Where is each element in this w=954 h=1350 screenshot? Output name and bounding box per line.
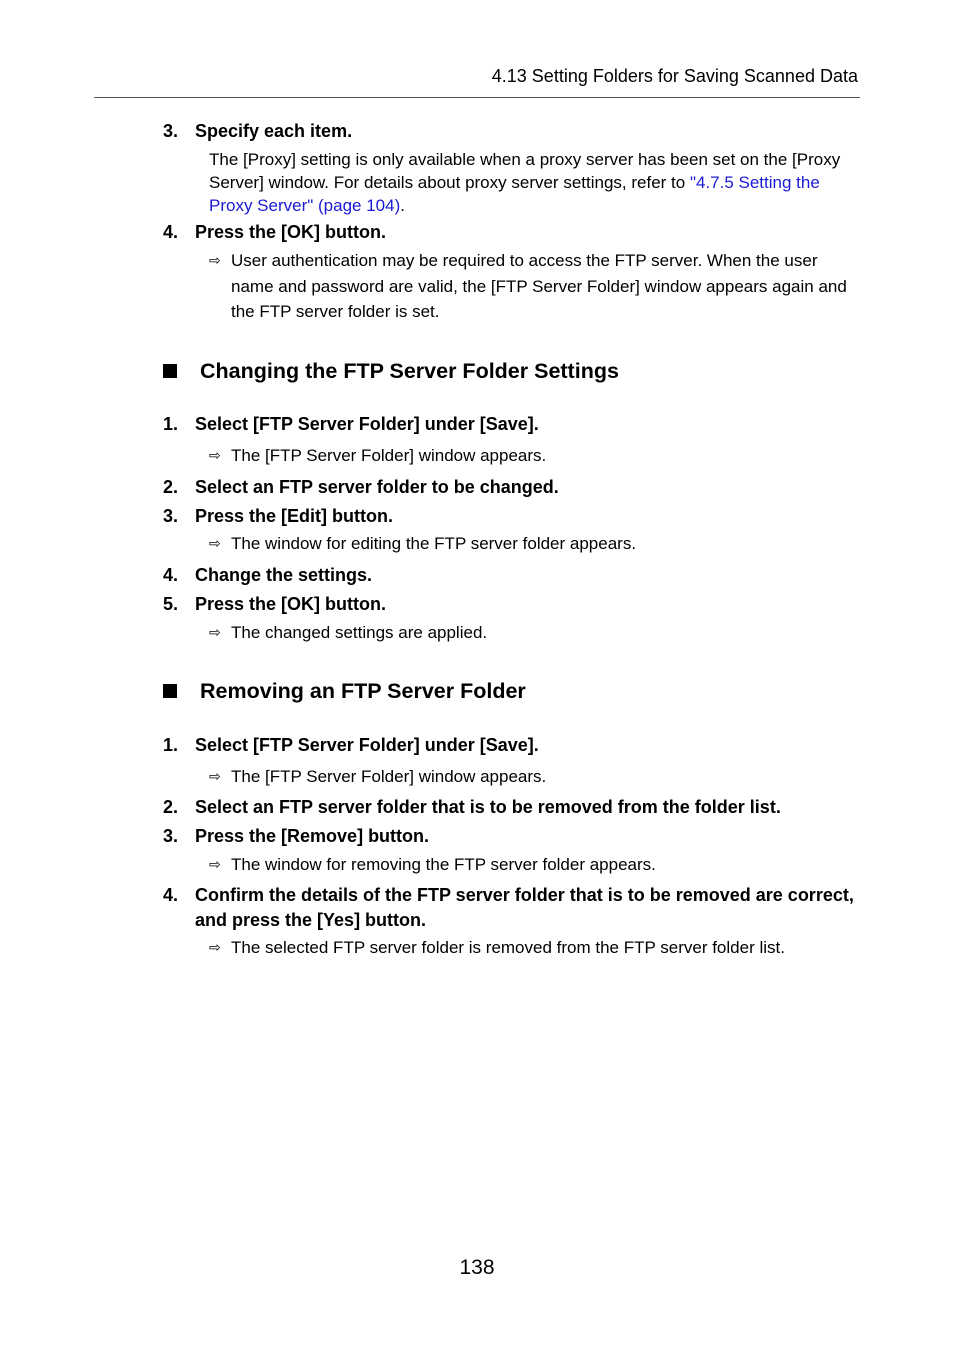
- step-text: Press the [Remove] button.: [195, 826, 430, 846]
- step-text: Select [FTP Server Folder] under [Save].: [195, 735, 539, 755]
- result-text: User authentication may be required to access the FTP server. When the user name and password are valid, the [FTP Server Folder] window appears again and the FTP server folder is set.: [231, 251, 847, 321]
- outlined-right-arrow-icon: ⇨: [209, 768, 221, 784]
- remove-step-1-result: [209, 764, 859, 789]
- outlined-right-arrow-icon: ⇨: [209, 447, 221, 463]
- result-text: The selected FTP server folder is removed from the FTP server folder list.: [231, 938, 785, 957]
- step-number: 1.: [163, 735, 179, 755]
- section-heading-removing: [163, 677, 526, 705]
- step-number: 4.: [163, 222, 179, 242]
- change-step-3-result: [209, 531, 859, 556]
- step-number: 3.: [163, 121, 179, 141]
- step-text: Select [FTP Server Folder] under [Save].: [195, 414, 539, 434]
- remove-step-3: [163, 824, 855, 849]
- section-heading-changing: [163, 357, 619, 385]
- remove-step-1: [163, 733, 855, 758]
- step-number: 2.: [163, 797, 179, 817]
- step-text: Press the [Edit] button.: [195, 506, 393, 526]
- result-text: The changed settings are applied.: [231, 623, 488, 642]
- result-text: The [FTP Server Folder] window appears.: [231, 767, 547, 786]
- page-header-title: 4.13 Setting Folders for Saving Scanned Data: [491, 66, 858, 86]
- step-number: 2.: [163, 477, 179, 497]
- step-text: Confirm the details of the FTP server folder that is to be removed are correct, and press the [Yes] button.: [195, 885, 854, 930]
- step-text: Change the settings.: [195, 565, 373, 585]
- section-heading-text: Removing an FTP Server Folder: [200, 679, 526, 703]
- outlined-right-arrow-icon: ⇨: [209, 252, 221, 268]
- black-square-icon: [163, 364, 177, 378]
- step-number: 3.: [163, 506, 179, 526]
- step-4-result: [209, 248, 859, 325]
- change-step-5-result: [209, 620, 859, 645]
- step-text: Select an FTP server folder that is to be removed from the folder list.: [195, 797, 781, 817]
- page-number: 138: [459, 1256, 495, 1279]
- remove-step-2: [163, 795, 855, 820]
- header-divider: [94, 97, 860, 98]
- step-4-press-ok: [163, 220, 855, 245]
- section-heading-text: Changing the FTP Server Folder Settings: [200, 359, 619, 383]
- change-step-2: [163, 475, 855, 500]
- result-text: The window for editing the FTP server folder appears.: [231, 534, 637, 553]
- outlined-right-arrow-icon: ⇨: [209, 939, 221, 955]
- outlined-right-arrow-icon: ⇨: [209, 856, 221, 872]
- step-text: Press the [OK] button.: [195, 594, 387, 614]
- remove-step-4-result: [209, 935, 859, 960]
- outlined-right-arrow-icon: ⇨: [209, 535, 221, 551]
- step-text: Select an FTP server folder to be changed.: [195, 477, 559, 497]
- change-step-1: [163, 412, 855, 437]
- step-text: Press the [OK] button.: [195, 222, 387, 242]
- proxy-note-text: The [Proxy] setting is only available when a proxy server has been set on the [Proxy Server] window. For details about proxy server settings, refer to: [209, 150, 841, 192]
- result-text: The [FTP Server Folder] window appears.: [231, 446, 547, 465]
- step-number: 1.: [163, 414, 179, 434]
- change-step-3: [163, 504, 855, 529]
- black-square-icon: [163, 684, 177, 698]
- change-step-5: [163, 592, 855, 617]
- proxy-server-link[interactable]: "4.7.5 Setting the Proxy Server" (page 104): [209, 173, 820, 215]
- step-number: 5.: [163, 594, 179, 614]
- change-step-4: [163, 563, 855, 588]
- proxy-note-paragraph: [209, 148, 859, 217]
- outlined-right-arrow-icon: ⇨: [209, 624, 221, 640]
- proxy-note-end: .: [400, 196, 405, 215]
- remove-step-4: [163, 883, 855, 933]
- step-number: 4.: [163, 565, 179, 585]
- step-3-specify-items: [163, 119, 855, 144]
- step-number: 3.: [163, 826, 179, 846]
- step-text: Specify each item.: [195, 121, 353, 141]
- step-number: 4.: [163, 885, 179, 905]
- change-step-1-result: [209, 443, 859, 468]
- result-text: The window for removing the FTP server folder appears.: [231, 855, 656, 874]
- remove-step-3-result: [209, 852, 859, 877]
